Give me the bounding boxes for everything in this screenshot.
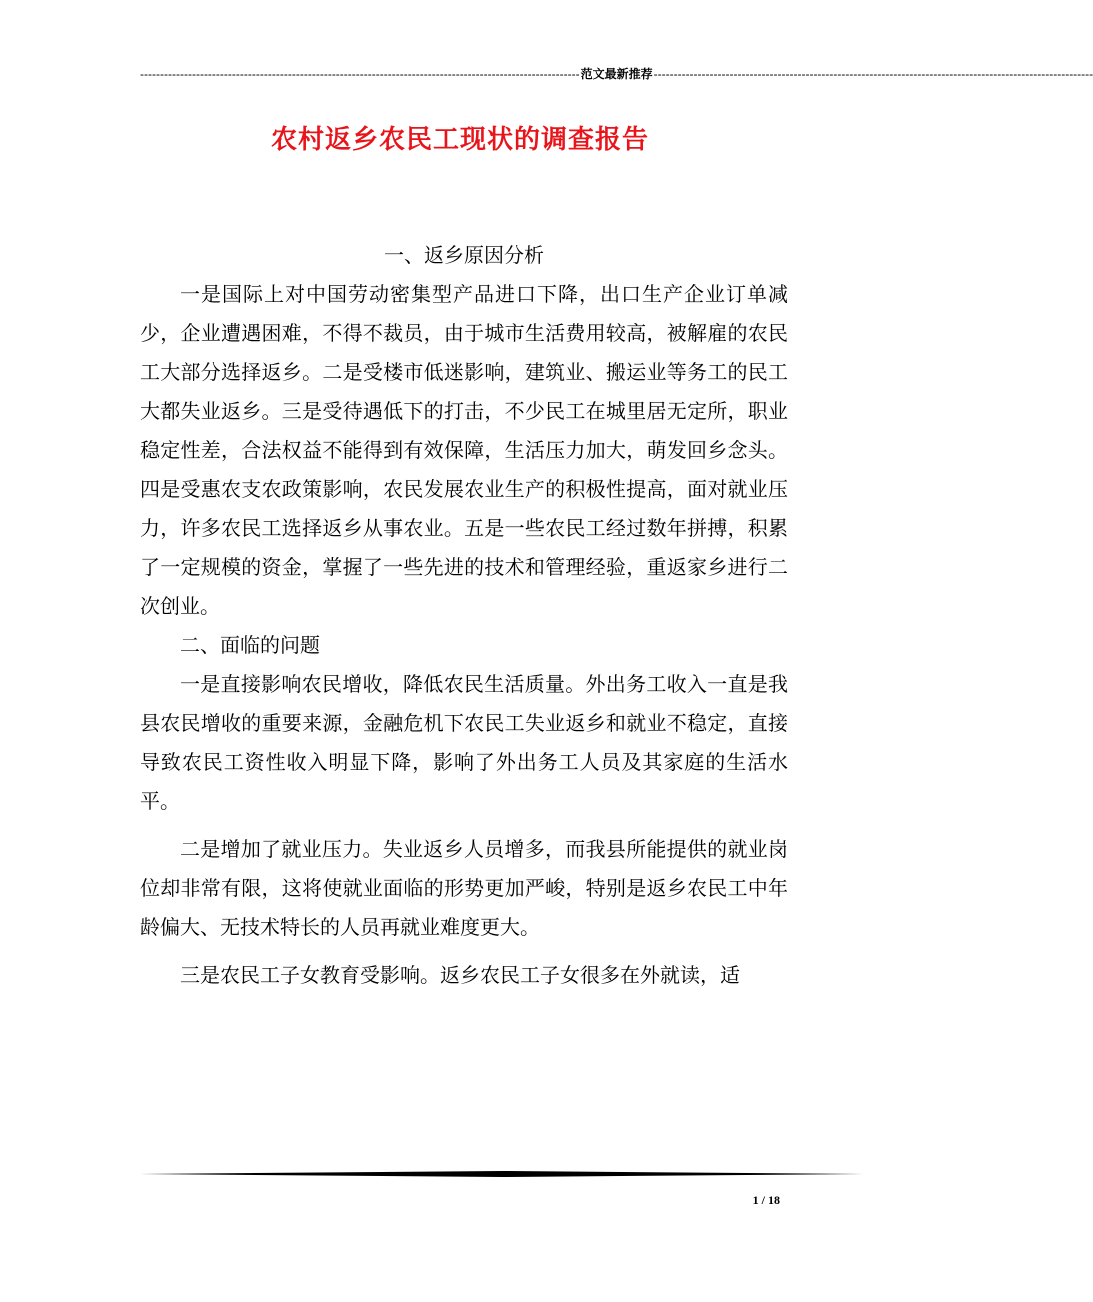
header-label: 范文最新推荐 [580, 67, 653, 81]
section-heading-problems: 二、面临的问题 [180, 633, 320, 657]
header-right-dashes: -------------------------------------------------------------------------------------------------------------- [653, 67, 1093, 81]
section-heading-reasons: 一、返乡原因分析 [384, 243, 544, 267]
document-title: 农村返乡农民工现状的调查报告 [270, 125, 649, 155]
paragraph-reasons: 一是国际上对中国劳动密集型产品进口下降，出口生产企业订单减少，企业遭遇困难，不得不裁员，由于城市生活费用较高，被解雇的农民工大部分选择返乡。二是受楼市低迷影响，建筑业、搬运业等务工的民工大都失业返乡。三是受待遇低下的打击，不少民工在城里居无定所，职业稳定性差，合法权益不能得到有效保障，生活压力加大，萌发回乡念头。四是受惠农支农政策影响，农民发展农业生产的积极性提高，面对就业压力，许多农民工选择返乡从事农业。五是一些农民工经过数年拼搏，积累了一定规模的资金，掌握了一些先进的技术和管理经验，重返家乡进行二次创业。 [140, 282, 788, 618]
page-number: 1 / 18 [752, 1193, 780, 1207]
footer-divider [140, 1171, 864, 1177]
header-left-dashes: -------------------------------------------------------------------------------------------------------------- [140, 67, 580, 81]
paragraph-employment-pressure: 二是增加了就业压力。失业返乡人员增多，而我县所能提供的就业岗位却非常有限，这将使就业面临的形势更加严峻，特别是返乡农民工中年龄偏大、无技术特长的人员再就业难度更大。 [140, 837, 788, 939]
paragraph-children-education: 三是农民工子女教育受影响。返乡农民工子女很多在外就读，适 [180, 963, 740, 987]
document-body [140, 236, 788, 995]
paragraph-income-impact: 一是直接影响农民增收，降低农民生活质量。外出务工收入一直是我县农民增收的重要来源，金融危机下农民工失业返乡和就业不稳定，直接导致农民工资性收入明显下降，影响了外出务工人员及其家庭的生活水平。 [140, 672, 788, 813]
page-header [140, 66, 1093, 82]
